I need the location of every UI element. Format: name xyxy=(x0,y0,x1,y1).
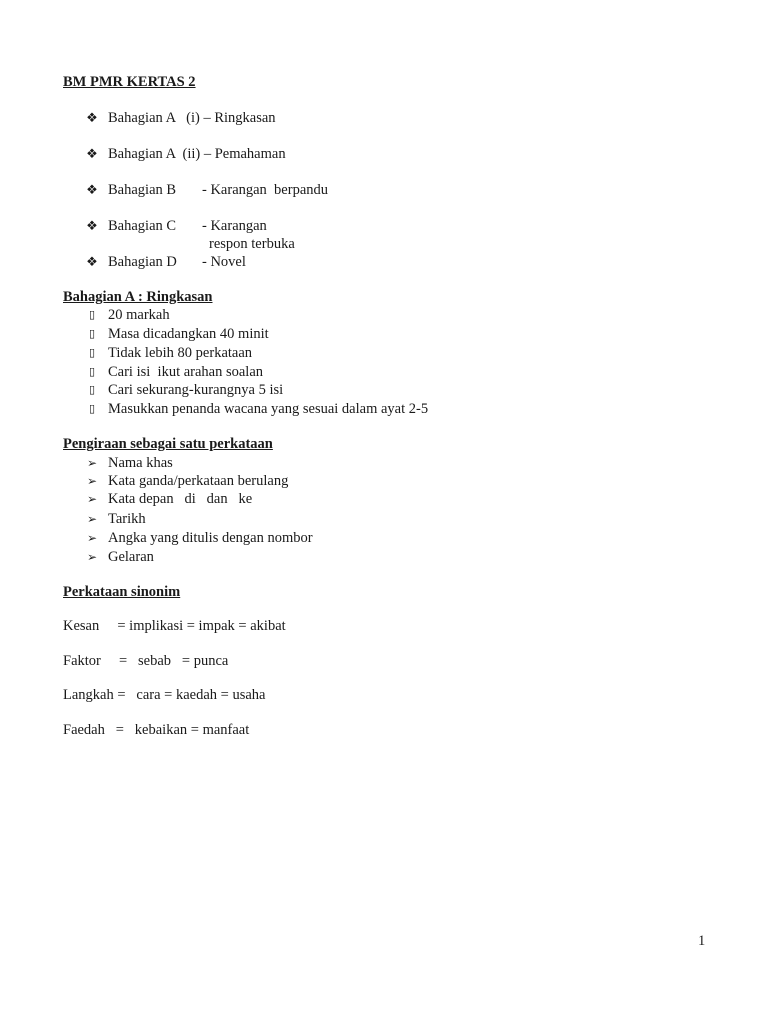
pengiraan-heading: Pengiraan sebagai satu perkataan xyxy=(63,436,273,452)
sinonim-line: Langkah = cara = kaedah = usaha xyxy=(63,687,266,703)
list-item: 20 markah xyxy=(108,307,170,323)
list-item: Kata ganda/perkataan berulang xyxy=(108,473,289,489)
list-item: Kata depan di dan ke xyxy=(108,491,253,507)
ringkasan-heading: Bahagian A : Ringkasan xyxy=(63,289,213,305)
list-item: Angka yang ditulis dengan nombor xyxy=(108,530,313,546)
section-item-d: Bahagian D xyxy=(108,254,177,270)
arrow-bullet-icon: ➢ xyxy=(86,550,98,564)
arrow-bullet-icon: ➢ xyxy=(86,456,98,470)
box-bullet-icon: ▯ xyxy=(88,327,96,340)
section-item-b: Bahagian B xyxy=(108,182,177,198)
list-item: Gelaran xyxy=(108,549,154,565)
section-item-c-desc: - Karangan xyxy=(202,218,267,234)
list-item: Masukkan penanda wacana yang sesuai dalam ayat 2-5 xyxy=(108,401,429,417)
sinonim-line: Faedah = kebaikan = manfaat xyxy=(63,722,250,738)
list-item: Tidak lebih 80 perkataan xyxy=(108,345,253,361)
list-item: Cari sekurang-kurangnya 5 isi xyxy=(108,382,284,398)
box-bullet-icon: ▯ xyxy=(88,402,96,415)
arrow-bullet-icon: ➢ xyxy=(86,512,98,526)
section-item-b-desc: - Karangan berpandu xyxy=(202,182,329,198)
diamond-bullet-icon: ❖ xyxy=(86,110,98,125)
list-item: Cari isi ikut arahan soalan xyxy=(108,364,264,380)
list-item: Masa dicadangkan 40 minit xyxy=(108,326,269,342)
section-item-c-desc-2: respon terbuka xyxy=(209,236,295,252)
list-item: Tarikh xyxy=(108,511,146,527)
section-item-a2: Bahagian A (ii) – Pemahaman xyxy=(108,146,286,162)
list-item: Nama khas xyxy=(108,455,173,471)
section-item-a1: Bahagian A (i) – Ringkasan xyxy=(108,110,276,126)
diamond-bullet-icon: ❖ xyxy=(86,146,98,161)
page-number: 1 xyxy=(698,933,706,949)
arrow-bullet-icon: ➢ xyxy=(86,474,98,488)
box-bullet-icon: ▯ xyxy=(88,308,96,321)
arrow-bullet-icon: ➢ xyxy=(86,492,98,506)
diamond-bullet-icon: ❖ xyxy=(86,182,98,197)
sinonim-heading: Perkataan sinonim xyxy=(63,584,181,600)
section-item-d-desc: - Novel xyxy=(202,254,246,270)
diamond-bullet-icon: ❖ xyxy=(86,254,98,269)
box-bullet-icon: ▯ xyxy=(88,383,96,396)
box-bullet-icon: ▯ xyxy=(88,346,96,359)
sinonim-line: Kesan = implikasi = impak = akibat xyxy=(63,618,286,634)
document-title: BM PMR KERTAS 2 xyxy=(63,74,196,90)
arrow-bullet-icon: ➢ xyxy=(86,531,98,545)
sinonim-line: Faktor = sebab = punca xyxy=(63,653,229,669)
diamond-bullet-icon: ❖ xyxy=(86,218,98,233)
box-bullet-icon: ▯ xyxy=(88,365,96,378)
section-item-c: Bahagian C xyxy=(108,218,177,234)
